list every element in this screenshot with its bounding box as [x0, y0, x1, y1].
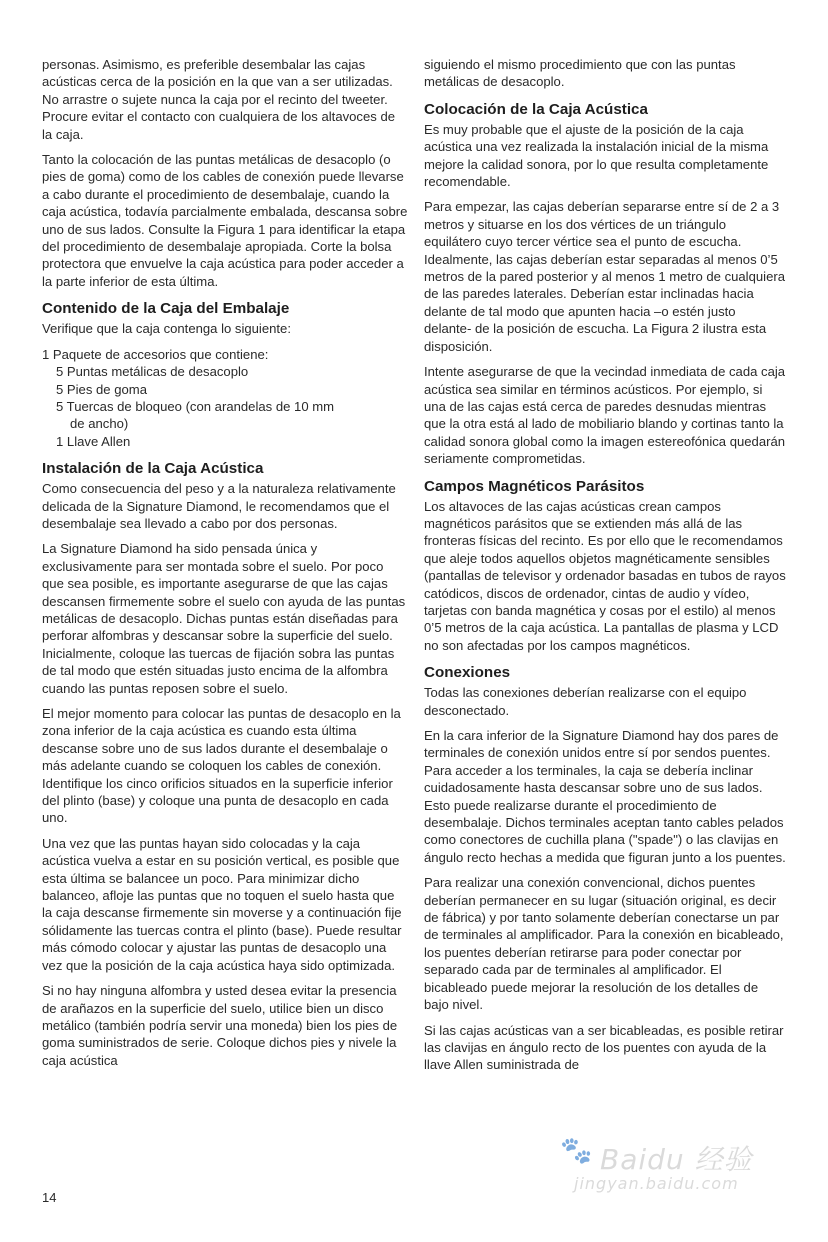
- paragraph: Es muy probable que el ajuste de la posición de la caja acústica una vez realizada la instalación inicial de la misma mejore la calidad sonora, por lo que resulta completamente recomendable.: [424, 121, 769, 190]
- paragraph: Para empezar, las cajas deberían separarse entre sí de 2 a 3 metros y situarse en los dos vértices de un triángulo equilátero cuyo tercer vértice sea el punto de escucha. Idealmente, las cajas deberían estar separadas al menos 0’5 metros de la pared posterior y al menos 1 metro de cualquiera de las paredes laterales. Deberían estar inclinadas hacia delante de tal modo que apunten hacia –o estén justo delante- de la posición de escucha. La Figura 2 ilustra esta disposición.: [424, 199, 785, 354]
- paragraph: Si las cajas acústicas van a ser bicableadas, es posible retirar las clavijas en ángulo recto de los puentes con ayuda de la llave Allen suministrada de: [424, 1022, 784, 1073]
- paragraph: siguiendo el mismo procedimiento que con las puntas metálicas de desacoplo.: [424, 57, 736, 90]
- heading-campos: Campos Magnéticos Parásitos: [424, 477, 645, 495]
- list-item: 1 Llave Allen: [56, 433, 131, 449]
- list-item: 5 Puntas metálicas de desacoplo: [56, 364, 249, 380]
- heading-colocacion: Colocación de la Caja Acústica: [424, 100, 648, 118]
- paragraph: El mejor momento para colocar las puntas de desacoplo en la zona inferior de la caja acústica es cuando esta última descanse sobre uno de sus lados durante el desembalaje o más adelante cuando se coloquen los cables de conexión. Identifique los cinco orificios situados en la superficie inferior del plinto (base) y coloque una punta de desacoplo en cada uno.: [42, 706, 401, 826]
- left-column: [42, 56, 408, 1077]
- paragraph: La Signature Diamond ha sido pensada única y exclusivamente para ser montada sobre el suelo. Por poco que sea posible, es importante asegurarse de que las cajas descansen firmemente sobre el suelo con ayuda de las puntas metálicas de desacoplo. Dichas puntas están diseñadas para perforar alfombras y descansar sobre la superficie del suelo. Inicialmente, coloque las tuercas de fijación sobra las puntas de tal modo que estén situadas justo encima de la alfombra cuando las puntas reposen sobre el suelo.: [42, 541, 406, 696]
- watermark-url: jingyan.baidu.com: [574, 1174, 739, 1193]
- heading-contenido: Contenido de la Caja del Embalaje: [42, 300, 290, 318]
- paragraph: Si no hay ninguna alfombra y usted desea evitar la presencia de arañazos en la superficie del suelo, utilice bien un disco metálico (también podría servir una moneda) bien los pies de goma suministrados de serie. Coloque dichos pies y nivele la caja acústica: [42, 983, 398, 1068]
- box-contents-list: [42, 346, 408, 450]
- heading-conexiones: Conexiones: [424, 664, 511, 682]
- paragraph: Tanto la colocación de las puntas metálicas de desacoplo (o pies de goma) como de los cables de conexión puede llevarse a cabo durante el procedimiento de desembalaje, cuando la caja acústica, todavía parcialmente embalada, descansa sobre uno de sus lados. Consulte la Figura 1 para identificar la etapa del procedimiento de desembalaje apropiada. Corte la bolsa protectora que envuelve la caja acústica para poder acceder a la parte inferior de esta última.: [42, 152, 408, 289]
- paragraph: Los altavoces de las cajas acústicas crean campos magnéticos parásitos que se extienden más allá de las fronteras físicas del recinto. Es por ello que le recomendamos que aleje todos aquellos objetos magnéticamente sensibles (pantallas de televisor y ordenador basadas en tubos de rayos catódicos, discos de ordenador, cintas de audio y vídeo, tarjetas con banda magnética y cosas por el estilo) al menos 0’5 metros de la caja acústica. La pantallas de plasma y LCD no son afectadas por los campos magnéticos.: [424, 498, 786, 653]
- paragraph: Como consecuencia del peso y a la naturaleza relativamente delicada de la Signature Diamond, le recomendamos que el desembalaje sea llevado a cabo por dos personas.: [42, 481, 396, 531]
- list-item: 1 Paquete de accesorios que contiene:: [42, 346, 269, 362]
- watermark-text: Baidu 经验: [600, 1143, 753, 1176]
- paragraph: Intente asegurarse de que la vecindad inmediata de cada caja acústica sea similar en términos acústicos. Por ejemplo, si una de las cajas está cerca de paredes desnudas mientras que la otra está al lado de mobiliario blando y cortinas tanto la calidad sonora global como la imagen estereofónica quedarán seriamente comprometidas.: [424, 364, 786, 467]
- heading-instalacion: Instalación de la Caja Acústica: [42, 460, 264, 478]
- page-number: 14: [42, 1190, 57, 1205]
- list-item: 5 Pies de goma: [56, 381, 147, 397]
- paragraph: Una vez que las puntas hayan sido colocadas y la caja acústica vuelva a estar en su posición vertical, es posible que esta última se balancee un poco. Para minimizar dicho balanceo, afloje las puntas que no toquen el suelo hasta que la caja descanse firmemente sin moverse y a continuación fije sólidamente las tuercas contra el plinto (base). Puede resultar más cómodo colocar y ajustar las puntas de desacoplo una vez que la posición de la caja acústica haya sido optimizada.: [42, 835, 402, 973]
- paragraph: En la cara inferior de la Signature Diamond hay dos pares de terminales de conexión unidos entre sí por sendos puentes. Para acceder a los terminales, la caja se debería inclinar cuidadosamente hasta descansar sobre uno de sus lados. Esto puede realizarse durante el procedimiento de desembalaje. Dichos terminales aceptan tanto cables pelados como conectores de cuchilla plana ("spade") o las clavijas en ángulo recto hechas a medida que figuran junto a los puentes.: [424, 728, 786, 865]
- list-item: 5 Tuercas de bloqueo (con arandelas de 10 mm: [56, 398, 335, 414]
- paragraph: personas. Asimismo, es preferible desembalar las cajas acústicas cerca de la posición en la que van a ser utilizadas. No arrastre o sujete nunca la caja por el recinto del tweeter. Procure evitar el contacto con cualquiera de los altavoces de la caja.: [42, 57, 396, 142]
- paragraph: Para realizar una conexión convencional, dichos puentes deberían permanecer en su lugar (situación original, es decir de fábrica) y por tanto solamente deberían conectarse un par de terminales al amplificador. Para la conexión en bicableado, los puentes deberían retirarse para poder conectar por separado cada par de terminales al amplificador. El bicableado puede mejorar la resolución de los detalles de bajo nivel.: [424, 875, 784, 1013]
- baidu-watermark: [560, 1122, 800, 1202]
- paragraph: Todas las conexiones deberían realizarse con el equipo desconectado.: [424, 685, 747, 718]
- right-column: [424, 56, 786, 1082]
- paragraph: Verifique que la caja contenga lo siguiente:: [42, 321, 291, 337]
- baidu-paw-icon: 🐾: [560, 1136, 593, 1166]
- list-item: de ancho): [70, 416, 129, 432]
